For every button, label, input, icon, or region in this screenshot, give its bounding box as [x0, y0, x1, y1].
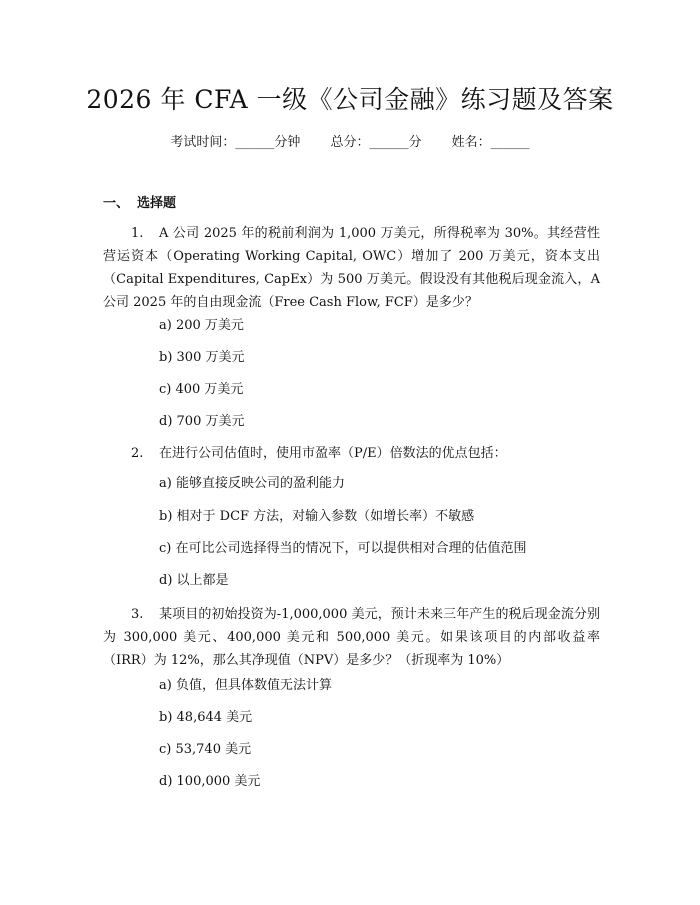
option-1d: d) 700 万美元 [159, 414, 245, 429]
question-1 [103, 222, 600, 314]
option-1b: b) 300 万美元 [159, 350, 245, 365]
exam-score: 总分：______分 [330, 135, 422, 150]
question-text: 某项目的初始投资为-1,000,000 美元，预计未来三年产生的税后现金流分别为 300,000 美元、400,000 美元和 500,000 美元。如果该项目的内部收益率（IRR）为 12%，那么其净现值（NPV）是多少？（折现率为 10%） [103, 607, 600, 668]
option-1a: a) 200 万美元 [159, 318, 244, 333]
section-label: 选择题 [137, 196, 177, 211]
question-number: 1. [131, 226, 144, 241]
option-1c: c) 400 万美元 [159, 382, 244, 397]
option-2d: d) 以上都是 [159, 573, 229, 588]
question-number: 3. [131, 607, 144, 622]
option-3c: c) 53,740 美元 [159, 742, 252, 757]
question-2 [103, 442, 600, 465]
exam-name: 姓名：______ [451, 135, 530, 150]
option-3b: b) 48,644 美元 [159, 710, 253, 725]
option-2a: a) 能够直接反映公司的盈利能力 [159, 476, 345, 491]
question-number: 2. [131, 446, 144, 461]
section-number: 一、 [103, 196, 130, 211]
page-title: 2026 年 CFA 一级《公司金融》练习题及答案 [86, 85, 614, 114]
option-2c: c) 在可比公司选择得当的情况下，可以提供相对合理的估值范围 [159, 541, 527, 556]
question-text: A 公司 2025 年的税前利润为 1,000 万美元，所得税率为 30%。其经营性营运资本（Operating Working Capital, OWC）增加了 200 万美元，资本支出（Capital Expenditures, CapEx）为 500 万美元。假设没有其他税后现金流入，A 公司 2025 年的自由现金流（Free Cash Flow, FCF）是多少？ [103, 226, 600, 310]
exam-info [0, 131, 700, 150]
option-3d: d) 100,000 美元 [159, 774, 261, 789]
exam-time: 考试时间：______分钟 [170, 135, 301, 150]
question-3 [103, 603, 600, 672]
option-2b: b) 相对于 DCF 方法，对输入参数（如增长率）不敏感 [159, 509, 475, 524]
section-heading [103, 192, 176, 211]
option-3a: a) 负值，但具体数值无法计算 [159, 678, 332, 693]
question-text: 在进行公司估值时，使用市盈率（P/E）倍数法的优点包括： [159, 446, 507, 461]
